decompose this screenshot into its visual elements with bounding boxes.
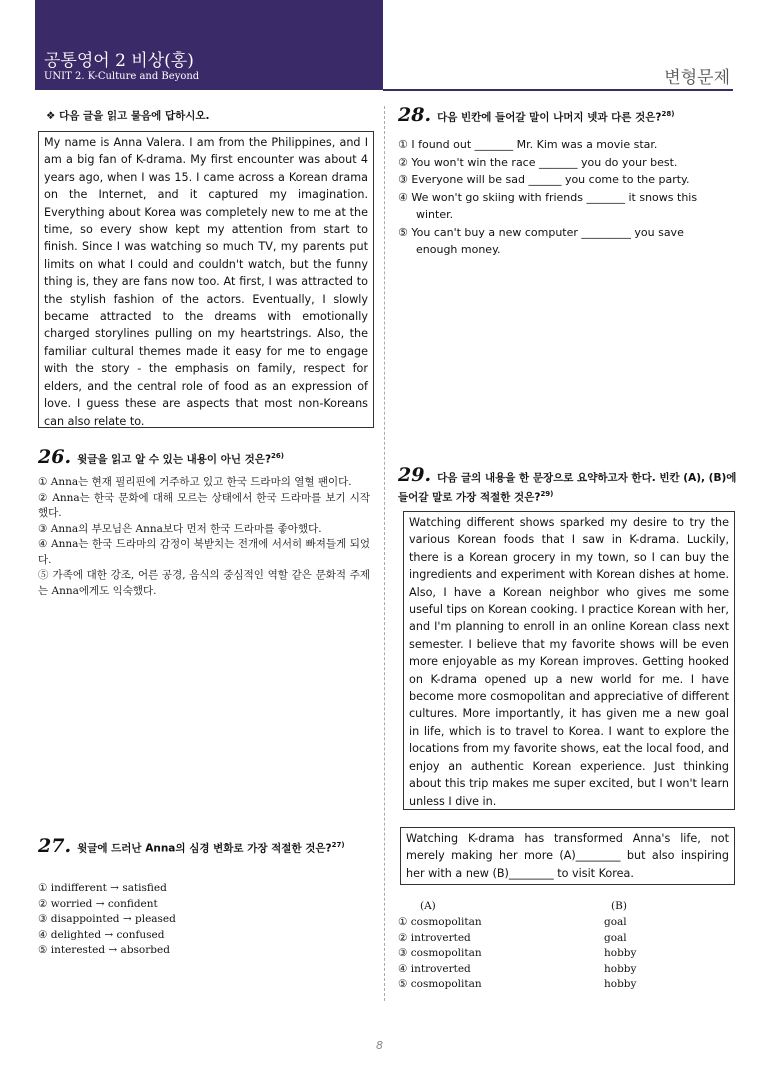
option-a-value: ④ introverted bbox=[398, 962, 471, 975]
option-a-value: ② introverted bbox=[398, 931, 471, 944]
question-number: 26. bbox=[38, 445, 72, 468]
column-b-header: (B) bbox=[611, 900, 627, 912]
question-26-options bbox=[38, 475, 370, 599]
header-right-label: 변형문제 bbox=[664, 68, 730, 88]
page-number: 8 bbox=[376, 1039, 383, 1052]
option-3[interactable]: ③ Anna의 부모님은 Anna보다 먼저 한국 드라마를 좋아했다. bbox=[38, 522, 322, 535]
summary-box: Watching K-drama has transformed Anna's life, not merely making her more (A)________ but also inspiring her with a new (B)________ to visit Korea. bbox=[400, 827, 735, 885]
column-divider bbox=[384, 106, 385, 1001]
option-5[interactable]: ⑤ You can't buy a new computer _________ you save bbox=[398, 225, 684, 239]
option-a-value: ③ cosmopolitan bbox=[398, 947, 482, 959]
question-text: 다음 글의 내용을 한 문장으로 요약하고자 한다. 빈칸 (A), (B)에 들어갈 말로 가장 적절한 것은? bbox=[398, 472, 737, 504]
header-subtitle: UNIT 2. K-Culture and Beyond bbox=[44, 71, 200, 82]
option-2[interactable]: ② worried → confident bbox=[38, 897, 158, 910]
option-1[interactable] bbox=[398, 915, 738, 931]
option-1[interactable]: ① indifferent → satisfied bbox=[38, 882, 167, 894]
option-5[interactable]: ⑤ 가족에 대한 강조, 어른 공경, 음식의 중심적인 역할 같은 문화적 주제는 Anna에게도 익숙했다. bbox=[38, 569, 370, 597]
question-29-passage: Watching different shows sparked my desire to try the various Korean foods that I saw in K-drama. Luckily, there is a Korean grocery in my town, so I can buy the ingredients and experiment with Korean dishes at home. Also, I have a Korean neighbor who gives me some useful tips on Korean cooking. I practice Korean with her, and I'm planning to enroll in an online Korean class next semester. I believe that my favorite shows will be even more enjoyable as my Korean improves. Getting hooked on K-drama opened up a new world for me. I have become more cosmopolitan and appreciative of different cultures. More importantly, it has given me a new goal in life, which is to travel to Korea. I want to explore the locations from my favorite shows, eat the local food, and enjoy an authentic Korean experience. Just thinking about this trip makes me super excited, but I won't learn unless I dive in. bbox=[403, 511, 735, 810]
passage-box: My name is Anna Valera. I am from the Philippines, and I am a big fan of K-drama. My first encounter was about 4 years ago, when I was 15. I came across a Korean drama on the Internet, and it captured my imagination. Everything about Korea was completely new to me at the time, so every show kept my attention from start to finish. Since I was watching so much TV, my parents put limits on what I could and couldn't watch, but the funny thing is, they are fans now too. At first, I was attracted to the stylish fashion of the actors. Eventually, I slowly became attracted to the dreams with emotionally charged storylines pulling on my heartstrings. Also, the familiar cultural themes made it easy for me to engage with the story - the emphasis on family, respect for elders, and the central role of food as an expression of love. I guess these are aspects that most non-Koreans can also relate to. bbox=[38, 131, 374, 428]
question-28-heading bbox=[398, 103, 738, 126]
option-3[interactable]: ③ Everyone will be sad ______ you come to the party. bbox=[398, 173, 690, 186]
question-text: 윗글에 드러난 Anna의 심경 변화로 가장 적절한 것은? bbox=[77, 842, 332, 855]
question-28-options bbox=[398, 136, 734, 259]
question-text: 다음 빈칸에 들어갈 말이 나머지 넷과 다른 것은? bbox=[437, 111, 662, 124]
option-5[interactable] bbox=[398, 977, 738, 993]
option-2[interactable]: ② You won't win the race _______ you do your best. bbox=[398, 155, 678, 169]
option-4[interactable]: ④ Anna는 한국 드라마의 감정이 북받치는 전개에 서서히 빠져들게 되었다. bbox=[38, 538, 370, 566]
option-b-value: hobby bbox=[604, 947, 637, 959]
footnote-ref: 26) bbox=[271, 452, 284, 460]
footnote-ref: 27) bbox=[331, 841, 345, 849]
option-1[interactable]: ① Anna는 현재 필리핀에 거주하고 있고 한국 드라마의 열혈 팬이다. bbox=[38, 476, 352, 488]
question-29-options bbox=[398, 915, 738, 993]
option-b-value: hobby bbox=[604, 962, 637, 975]
question-number: 28. bbox=[398, 103, 432, 126]
option-b-value: goal bbox=[604, 931, 627, 944]
option-a-value: ⑤ cosmopolitan bbox=[398, 978, 482, 990]
question-26-heading bbox=[38, 445, 378, 468]
column-a-header: (A) bbox=[420, 900, 436, 912]
header-divider bbox=[383, 89, 733, 91]
question-text: 윗글을 읽고 알 수 있는 내용이 아닌 것은? bbox=[77, 453, 272, 466]
option-4[interactable] bbox=[398, 962, 738, 978]
question-number: 29. bbox=[398, 464, 432, 486]
option-1[interactable]: ① I found out _______ Mr. Kim was a movie star. bbox=[398, 138, 658, 151]
option-3[interactable]: ③ disappointed → pleased bbox=[38, 913, 176, 925]
question-27-heading bbox=[38, 834, 378, 857]
option-3[interactable] bbox=[398, 946, 738, 962]
option-2[interactable]: ② Anna는 한국 문화에 대해 모르는 상태에서 한국 드라마를 보기 시작했다. bbox=[38, 491, 370, 519]
header-title: 공통영어 2 비상(홍) bbox=[44, 51, 194, 71]
option-4[interactable]: ④ delighted → confused bbox=[38, 928, 165, 941]
instruction: ❖ 다음 글을 읽고 물음에 답하시오. bbox=[46, 110, 210, 122]
option-b-value: hobby bbox=[604, 978, 637, 990]
option-4[interactable]: ④ We won't go skiing with friends _______ it snows this bbox=[398, 190, 698, 204]
option-2[interactable] bbox=[398, 931, 738, 947]
footnote-ref: 29) bbox=[540, 490, 554, 498]
footnote-ref: 28) bbox=[661, 110, 675, 118]
question-29-heading bbox=[398, 464, 738, 506]
option-5[interactable]: ⑤ interested → absorbed bbox=[38, 944, 170, 956]
option-b-value: goal bbox=[604, 916, 627, 928]
option-4-continuation: winter. bbox=[416, 208, 454, 221]
question-27-options bbox=[38, 881, 338, 959]
question-number: 27. bbox=[38, 834, 72, 857]
option-5-continuation: enough money. bbox=[416, 243, 501, 256]
option-a-value: ① cosmopolitan bbox=[398, 916, 482, 928]
